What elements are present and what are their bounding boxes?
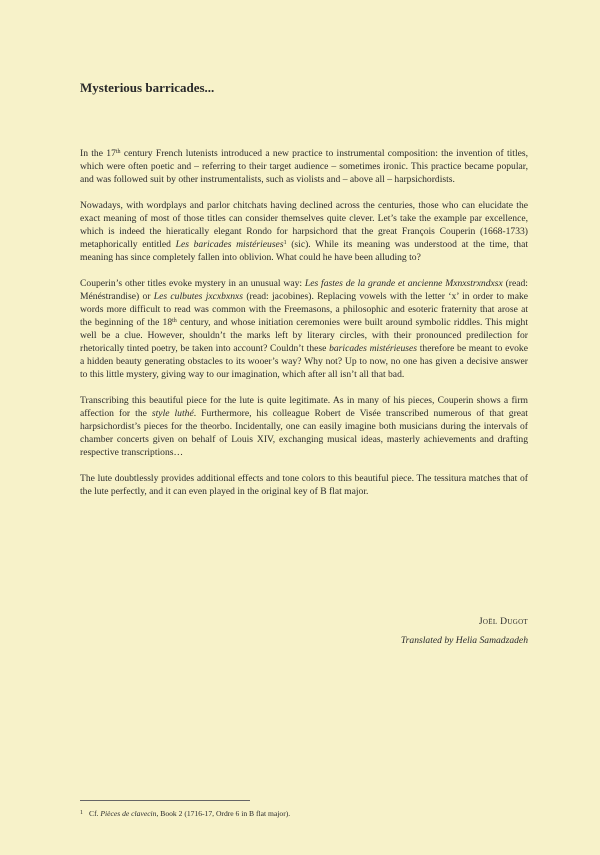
signature-block (228, 612, 528, 650)
footnote (80, 808, 528, 819)
p3-italic-1: Les fastes de la grande et ancienne Mxnxstrxndxsx (304, 278, 503, 289)
p4-italic: style luthé (151, 408, 194, 419)
p1-text-b: century French lutenists introduced a new practice to instrumental composition: the invention of titles, which were often poetic and – referring to their target audience – sometimes ironic. This practice became popular, and was followed suit by other instrumentalists, such as violists and – above all – harpsichordists. (80, 148, 528, 185)
p3-text-a: Couperin’s other titles evoke mystery in an unusual way: (80, 278, 305, 289)
p3-text-e: therefore be meant to evoke a hidden beauty generating obstacles to its wooer’s way? Why not? Up to now, no one has given a decisive answer to this little mystery, giving way to our imagination, which after all isn’t all that bad. (80, 343, 528, 380)
author-name: Joël Dugot (478, 616, 528, 627)
p3-text-b: (read: Ménéstrandise) or (80, 278, 528, 302)
p3-italic-2: Les culbutes jxcxbxnxs (153, 291, 244, 302)
footnote-text-b: , Book 2 (1716-17, Ordre 6 in B flat major). (156, 809, 291, 818)
footnote-divider (80, 800, 250, 801)
paragraph-5: The lute doubtlessly provides additional effects and tone colors to this beautiful piece. The tessitura matches that of the lute perfectly, and it can even played in the original key of B flat major. (80, 473, 528, 497)
p3-italic-3: baricades mistérieuses (329, 343, 418, 354)
p2-text-b: (sic). While its meaning was understood at the time, that meaning has since completely fallen into oblivion. What could he have been alluding to? (80, 239, 529, 263)
p2-text-a: Nowadays, with wordplays and parlor chitchats having declined across the centuries, those who can elucidate the exact meaning of most of those titles can consider themselves quite clever. Let’s take the example par excellence, which is indeed the hieratically elegant Rondo for harpsichord that the great François Couperin (1668-1733) metaphorically entitled (80, 200, 528, 250)
footnote-text-a: Cf. (89, 809, 101, 818)
footnote-italic: Pièces de clavecin (100, 809, 157, 818)
paragraph-1 (80, 147, 528, 186)
paragraph-3 (80, 277, 528, 381)
paragraph-4 (80, 394, 528, 459)
footnote-reference: 1 (283, 240, 287, 246)
p4-text-b: . Furthermore, his colleague Robert de Visée transcribed numerous of that great harpsichordist’s pieces for the theorbo. Incidentally, one can easily imagine both musicians during the intervals of chamber concerts given on behalf of Louis XIV, exchanging musical ideas, masterly achievements and drafting respective transcriptions… (80, 408, 528, 458)
article-body (80, 147, 528, 511)
page-title: Mysterious barricades... (80, 80, 215, 95)
p3-text-d: century, and whose initiation ceremonies were built around symbolic riddles. This might well be a clue. However, shouldn’t the marks left by literary circles, with their pronounced predilection for rhetorically tinted poetry, be taken into account? Couldn’t these (80, 317, 528, 354)
translator-credit: Translated by Helia Samadzadeh (400, 635, 528, 646)
p3-superscript: th (172, 318, 177, 324)
p3-text-c: (read: jacobines). Replacing vowels with the letter ‘x’ in order to make words more difficult to read was common with the Freemasons, a philosophic and esoteric fraternity that arose at the beginning of the 18 (80, 291, 529, 328)
p4-text-a: Transcribing this beautiful piece for the lute is quite legitimate. As in many of his pieces, Couperin shows a firm affection for the (80, 395, 528, 419)
paragraph-2 (80, 199, 528, 264)
p2-italic-title: Les baricades mistérieuses (175, 239, 284, 250)
p1-superscript: th (115, 149, 121, 155)
footnote-mark: 1 (80, 810, 83, 816)
p1-text-a: In the 17 (80, 148, 116, 159)
